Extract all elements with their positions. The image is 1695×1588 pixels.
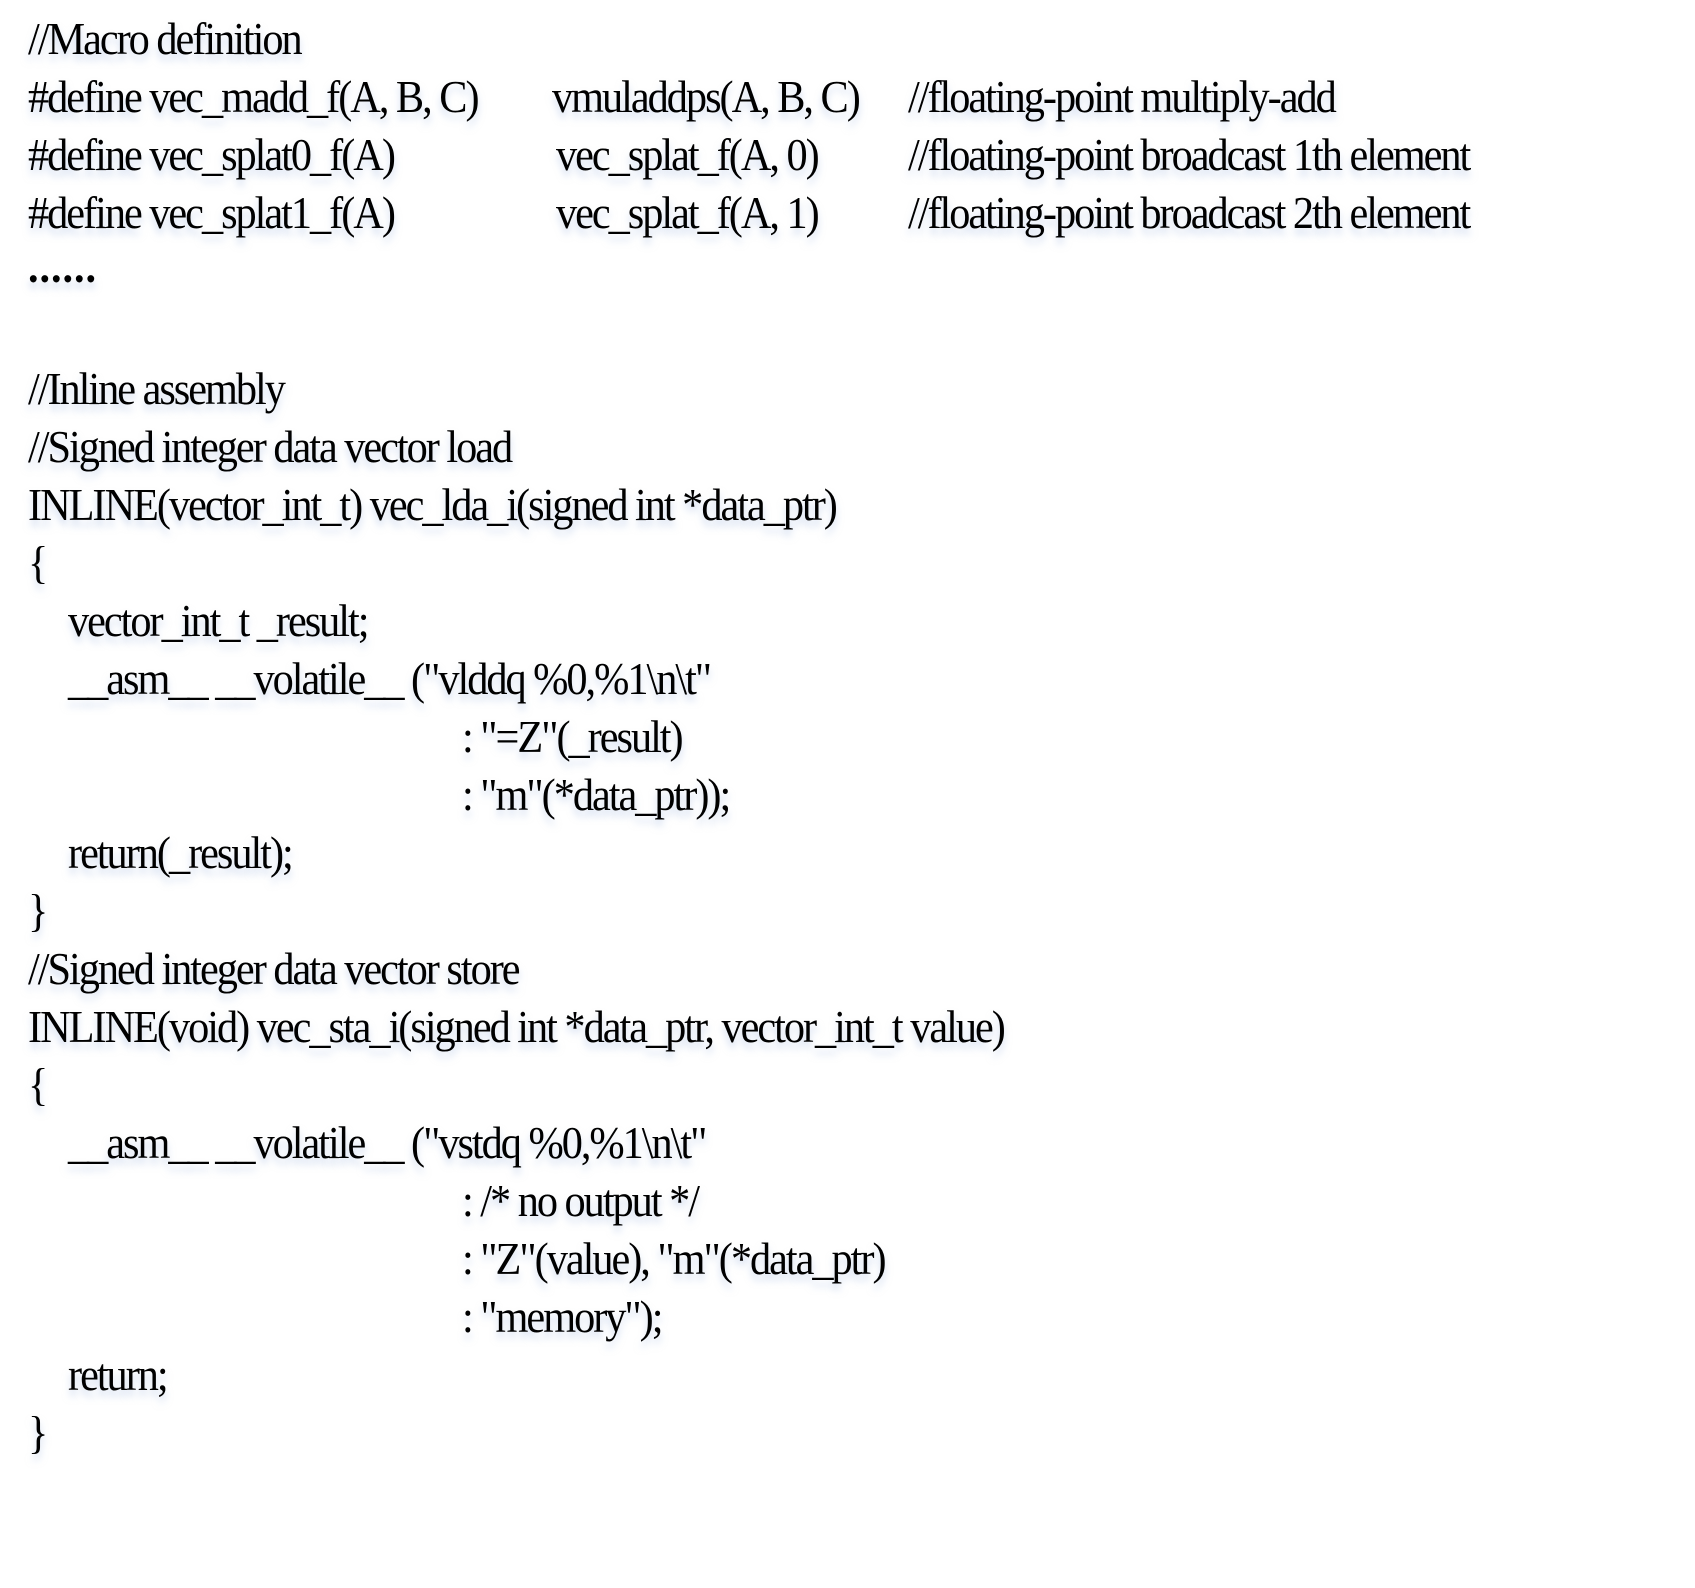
load-asm-out: : "=Z"(_result) xyxy=(462,711,682,762)
define-name: #define vec_splat1_f(A) xyxy=(28,187,394,238)
store-close-brace: } xyxy=(28,1407,47,1458)
define-name: #define vec_splat0_f(A) xyxy=(28,129,394,180)
load-asm: __asm__ __volatile__ ("vlddq %0,%1\n\t" xyxy=(68,653,711,704)
load-decl: vector_int_t _result; xyxy=(68,595,368,646)
load-comment: //Signed integer data vector load xyxy=(28,421,512,472)
define-comment: //floating-point broadcast 2th element xyxy=(908,187,1470,238)
load-asm-in: : "m"(*data_ptr)); xyxy=(462,769,730,820)
ellipsis: ...... xyxy=(28,241,97,292)
define-value: vmuladdps(A, B, C) xyxy=(552,71,859,122)
store-asm-out: : /* no output */ xyxy=(462,1175,698,1226)
load-signature: INLINE(vector_int_t) vec_lda_i(signed int *data_ptr) xyxy=(28,479,836,530)
define-name: #define vec_madd_f(A, B, C) xyxy=(28,71,478,122)
macro-comment: //Macro definition xyxy=(28,13,301,64)
define-comment: //floating-point multiply-add xyxy=(908,71,1335,122)
store-asm-clobber: : "memory"); xyxy=(462,1291,662,1342)
store-signature: INLINE(void) vec_sta_i(signed int *data_ptr, vector_int_t value) xyxy=(28,1001,1004,1052)
store-open-brace: { xyxy=(28,1059,47,1110)
load-open-brace: { xyxy=(28,537,47,588)
store-asm-in: : "Z"(value), "m"(*data_ptr) xyxy=(462,1233,885,1284)
store-return: return; xyxy=(68,1349,167,1400)
define-value: vec_splat_f(A, 1) xyxy=(556,187,818,238)
load-close-brace: } xyxy=(28,885,47,936)
define-value: vec_splat_f(A, 0) xyxy=(556,129,818,180)
store-asm: __asm__ __volatile__ ("vstdq %0,%1\n\t" xyxy=(68,1117,706,1168)
store-comment: //Signed integer data vector store xyxy=(28,943,519,994)
define-comment: //floating-point broadcast 1th element xyxy=(908,129,1470,180)
inline-comment: //Inline assembly xyxy=(28,363,284,414)
load-return: return(_result); xyxy=(68,827,292,878)
